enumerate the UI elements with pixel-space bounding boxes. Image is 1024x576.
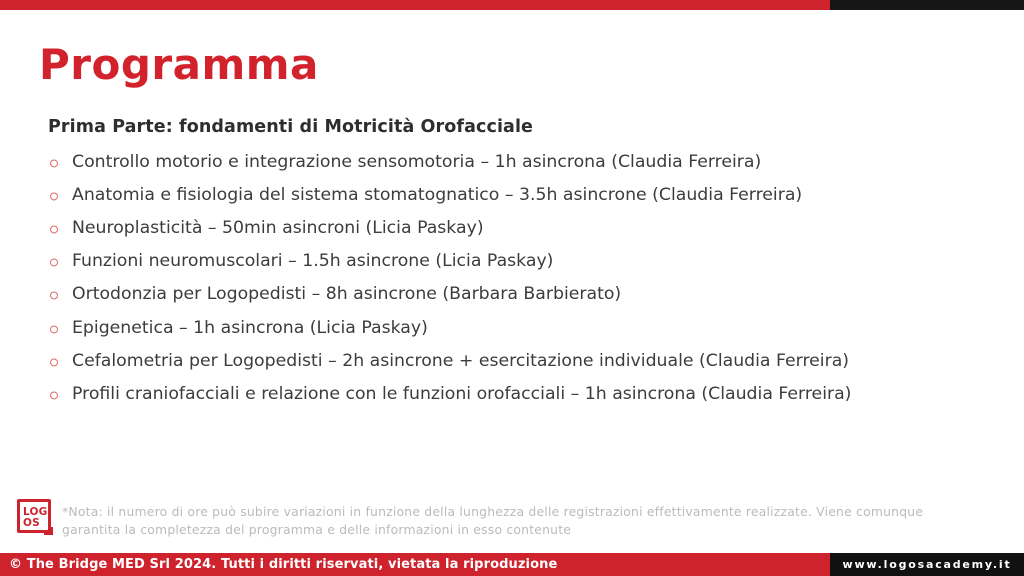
bullet-o-icon (50, 192, 58, 200)
list-item-text: Profili craniofacciali e relazione con le funzioni orofacciali – 1h asincrona (Claudia Ferreira) (72, 383, 852, 404)
bullet-o-icon (50, 292, 58, 300)
list-item (48, 377, 988, 410)
bullet-o-icon (50, 259, 58, 267)
bullet-o-icon (50, 225, 58, 233)
bullet-o-icon (50, 159, 58, 167)
footer-bar-black (830, 553, 1024, 576)
bullet-o-icon (50, 391, 58, 399)
list-item-text: Anatomia e fisiologia del sistema stomatognatico – 3.5h asincrone (Claudia Ferreira) (72, 184, 803, 205)
logo-corner-tail-icon (44, 527, 53, 535)
list-item (48, 344, 988, 377)
list-item-text: Cefalometria per Logopedisti – 2h asincrone + esercitazione individuale (Claudia Ferreira) (72, 350, 850, 371)
logo-text-line2: OS (23, 516, 40, 529)
top-accent-bar-red (0, 0, 830, 10)
footer-bar-red (0, 553, 830, 576)
list-item (48, 245, 988, 278)
section-heading: Prima Parte: fondamenti di Motricità Orofacciale (48, 117, 534, 137)
logos-logo-icon (17, 499, 51, 533)
list-item (48, 178, 988, 211)
top-accent-bar-black (830, 0, 1024, 10)
list-item (48, 278, 988, 311)
bullet-o-icon (50, 358, 58, 366)
list-item-text: Funzioni neuromuscolari – 1.5h asincrone (Licia Paskay) (72, 251, 554, 272)
list-item (48, 145, 988, 178)
bullet-o-icon (50, 325, 58, 333)
list-item-text: Neuroplasticità – 50min asincroni (Licia Paskay) (72, 217, 484, 238)
logo-text-line1: LOG (23, 506, 48, 518)
list-item-text: Controllo motorio e integrazione sensomotoria – 1h asincrona (Claudia Ferreira) (72, 151, 762, 172)
slide-title: Programma (39, 40, 319, 89)
list-item (48, 211, 988, 244)
list-item (48, 311, 988, 344)
list-item-text: Epigenetica – 1h asincrona (Licia Paskay) (72, 317, 428, 338)
list-item-text: Ortodonzia per Logopedisti – 8h asincrone (Barbara Barbierato) (72, 284, 622, 305)
footnote-text: *Nota: il numero di ore può subire variazioni in funzione della lunghezza delle registrazioni effettivamente realizzate. Viene comunque garantita la completezza del programma e delle informazioni in esso contenute (62, 504, 924, 537)
website-url: www.logosacademy.it (842, 558, 1012, 571)
program-list (48, 145, 988, 411)
copyright-text: © The Bridge MED Srl 2024. Tutti i diritti riservati, vietata la riproduzione (9, 557, 558, 572)
